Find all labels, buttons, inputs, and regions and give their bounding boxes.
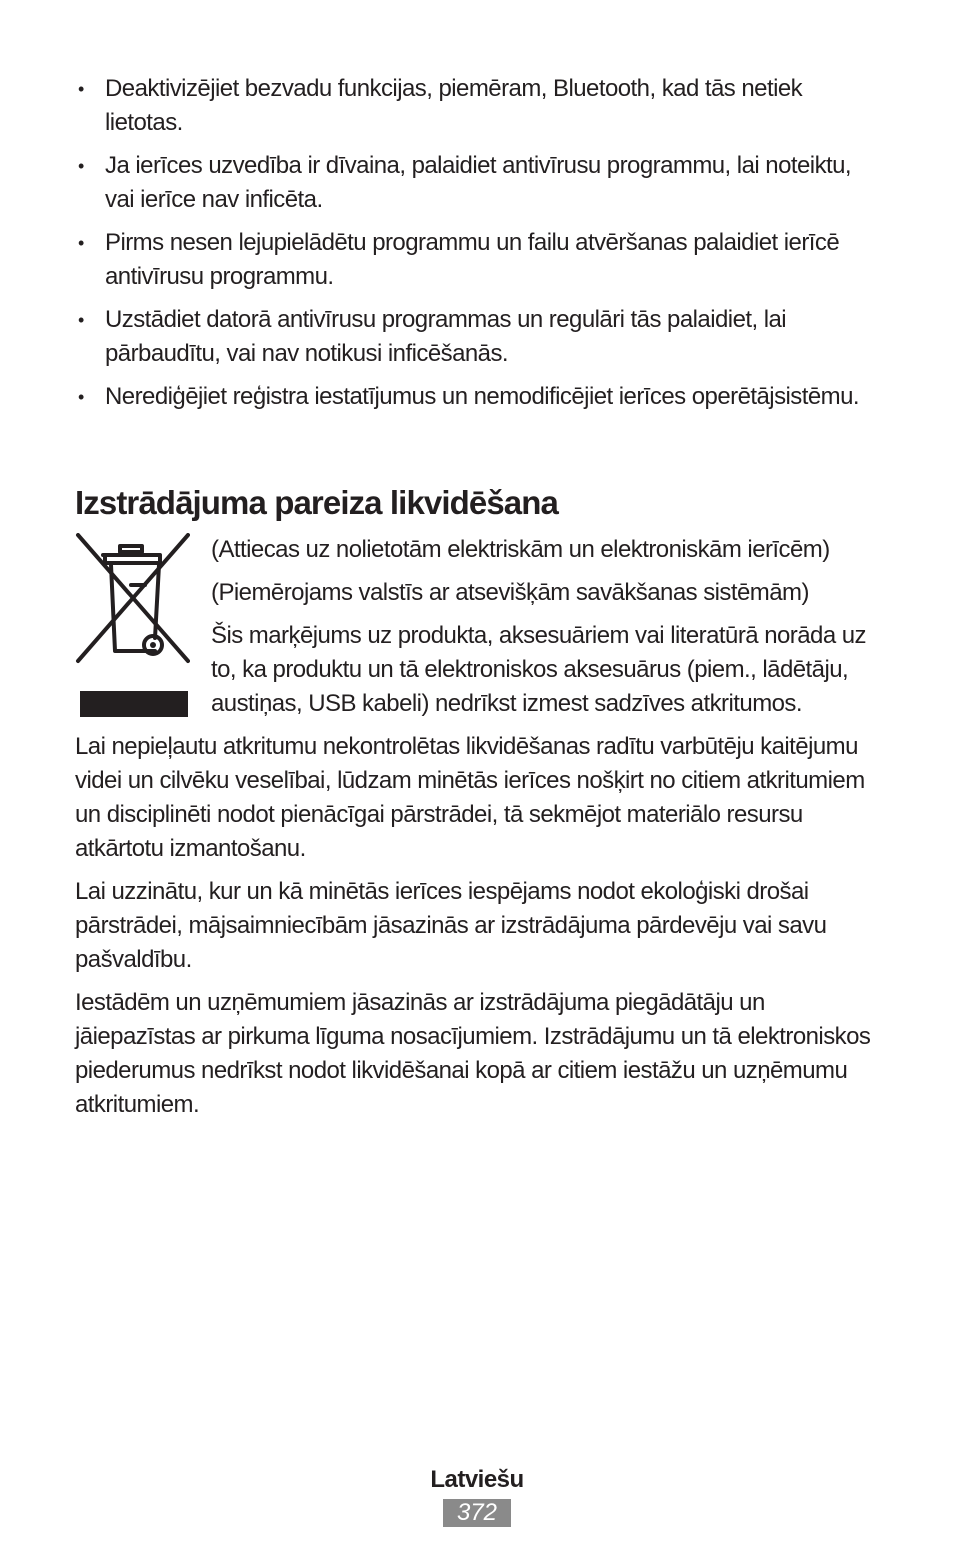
list-item-text: Pirms nesen lejupielādētu programmu un failu atvēršanas palaidiet ierīcē antivīrusu programmu. [105,229,840,290]
crossed-out-wheelie-bin-icon [75,533,190,723]
document-page [75,72,875,1131]
business-users-paragraph: Iestādēm un uzņēmumiem jāsazinās ar izstrādājuma piegādātāju un jāiepazīstas ar pirkuma līguma nosacījumiem. Izstrādājumu un tā elektroniskos piederumus nedrīkst nodot likvidēšanai kopā ar citiem iestāžu un uzņēmumu atkritumiem. [75,989,871,1118]
weee-marking-text: Šis marķējums uz produkta, aksesuāriem vai literatūrā norāda uz to, ka produktu un tā elektroniskos aksesuārus (piem., lādētāju, austiņas, USB kabeli) nedrīkst izmest sadzīves atkritumos. [211,622,866,717]
bullet-icon: • [78,79,84,99]
list-item-text: Ja ierīces uzvedība ir dīvaina, palaidiet antivīrusu programmu, lai noteiktu, vai ierīce nav inficēta. [105,152,852,213]
list-item [75,149,875,217]
weee-countries-text: (Piemērojams valstīs ar atsevišķām savākšanas sistēmām) [211,579,809,606]
footer-language: Latviešu [430,1466,524,1493]
list-item [75,380,875,414]
security-tips-list [75,72,875,414]
bullet-icon: • [78,310,84,330]
bullet-icon: • [78,233,84,253]
bullet-icon: • [78,156,84,176]
bullet-icon: • [78,387,84,407]
page-number-badge: 372 [443,1499,511,1527]
list-item [75,303,875,371]
list-item [75,226,875,294]
weee-applies-text: (Attiecas uz nolietotām elektriskām un elektroniskām ierīcēm) [211,536,830,563]
list-item-text: Uzstādiet datorā antivīrusu programmas un regulāri tās palaidiet, lai pārbaudītu, vai nav notikusi inficēšanās. [105,306,787,367]
prevent-harm-paragraph: Lai nepieļautu atkritumu nekontrolētas likvidēšanas radītu varbūtēju kaitējumu videi un cilvēku veselībai, lūdzam minētās ierīces nošķirt no citiem atkritumiem un disciplinēti nodot pienācīgai pārstrādei, tā sekmējot materiālo resursu atkārtotu izmantošanu. [75,733,865,862]
weee-section [75,533,875,730]
household-users-paragraph: Lai uzzinātu, kur un kā minētās ierīces iespējams nodot ekoloģiski drošai pārstrādei, mājsaimniecībām jāsazinās ar izstrādājuma pārdevēju vai savu pašvaldību. [75,878,827,973]
list-item [75,72,875,140]
list-item-text: Nerediģējiet reģistra iestatījumus un nemodificējiet ierīces operētājsistēmu. [105,383,860,410]
section-title: Izstrādājuma pareiza likvidēšana [75,484,558,521]
list-item-text: Deaktivizējiet bezvadu funkcijas, piemēram, Bluetooth, kad tās netiek lietotas. [105,75,803,136]
page-footer [0,1465,954,1527]
